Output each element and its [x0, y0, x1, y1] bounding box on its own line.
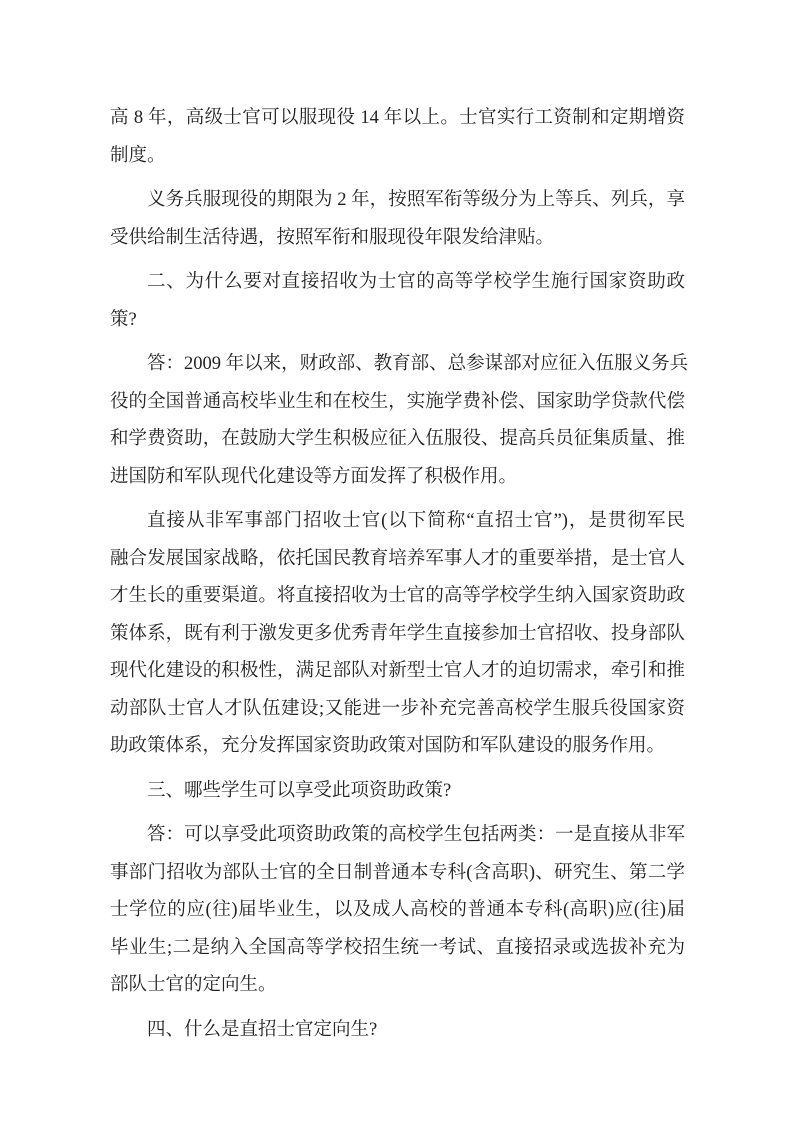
para-service-terms-continued [110, 100, 685, 175]
para-conscript-service [110, 182, 685, 257]
heading-question-3 [110, 773, 685, 811]
heading-question-4 [110, 1012, 685, 1050]
para-answer-2-significance [110, 503, 685, 766]
text-line: 士学位的应(往)届毕业生，以及成人高校的普通本专科(高职)应(往)届 [110, 900, 685, 920]
text-line: 答：2009 年以来，财政部、教育部、总参谋部对应征入伍服义务兵 [147, 354, 689, 374]
text-line: 助政策体系，充分发挥国家资助政策对国防和军队建设的服务作用。 [110, 736, 666, 756]
heading-question-2 [110, 264, 685, 339]
text-line: 策? [110, 309, 137, 330]
text-line: 三、哪些学生可以享受此项资助政策? [147, 780, 452, 801]
text-line: 进国防和军队现代化建设等方面发挥了积极作用。 [110, 466, 518, 487]
text-line: 融合发展国家战略，依托国民教育培养军事人才的重要举措，是士官人 [110, 548, 685, 569]
text-line: 高 8 年，高级士官可以服现役 14 年以上。士官实行工资制和定期增资 [110, 108, 685, 128]
text-line: 毕业生;二是纳入全国高等学校招生统一考试、直接招录或选拔补充为 [110, 937, 685, 958]
text-line: 策体系，既有利于激发更多优秀青年学生直接参加士官招收、投身部队 [110, 623, 685, 644]
text-line: 才生长的重要渠道。将直接招收为士官的高等学校学生纳入国家资助政 [110, 586, 685, 606]
text-line: 直接从非军事部门招收士官(以下简称“直招士官”)，是贯彻军民 [147, 511, 685, 531]
text-line: 受供给制生活待遇，按照军衔和服现役年限发给津贴。 [110, 227, 555, 248]
text-line: 答：可以享受此项资助政策的高校学生包括两类：一是直接从非军 [147, 825, 685, 845]
text-line: 现代化建设的积极性，满足部队对新型士官人才的迫切需求，牵引和推 [110, 661, 685, 681]
para-answer-2-history [110, 346, 689, 496]
para-answer-3-eligibility [110, 817, 685, 1005]
text-line: 动部队士官人才队伍建设;又能进一步补充完善高校学生服兵役国家资 [110, 698, 685, 719]
text-line: 事部门招收为部队士官的全日制普通本专科(含高职)、研究生、第二学 [110, 862, 685, 883]
text-line: 部队士官的定向生。 [110, 975, 277, 995]
text-line: 二、为什么要对直接招收为士官的高等学校学生施行国家资助政 [147, 272, 685, 292]
text-line: 和学费资助，在鼓励大学生积极应征入伍服役、提高兵员征集质量、推 [110, 429, 685, 449]
text-line: 制度。 [110, 145, 166, 166]
text-line: 四、什么是直招士官定向生? [147, 1019, 378, 1040]
text-line: 义务兵服现役的期限为 2 年，按照军衔等级分为上等兵、列兵，享 [147, 190, 685, 210]
text-line: 役的全国普通高校毕业生和在校生，实施学费补偿、国家助学贷款代偿 [110, 391, 685, 412]
